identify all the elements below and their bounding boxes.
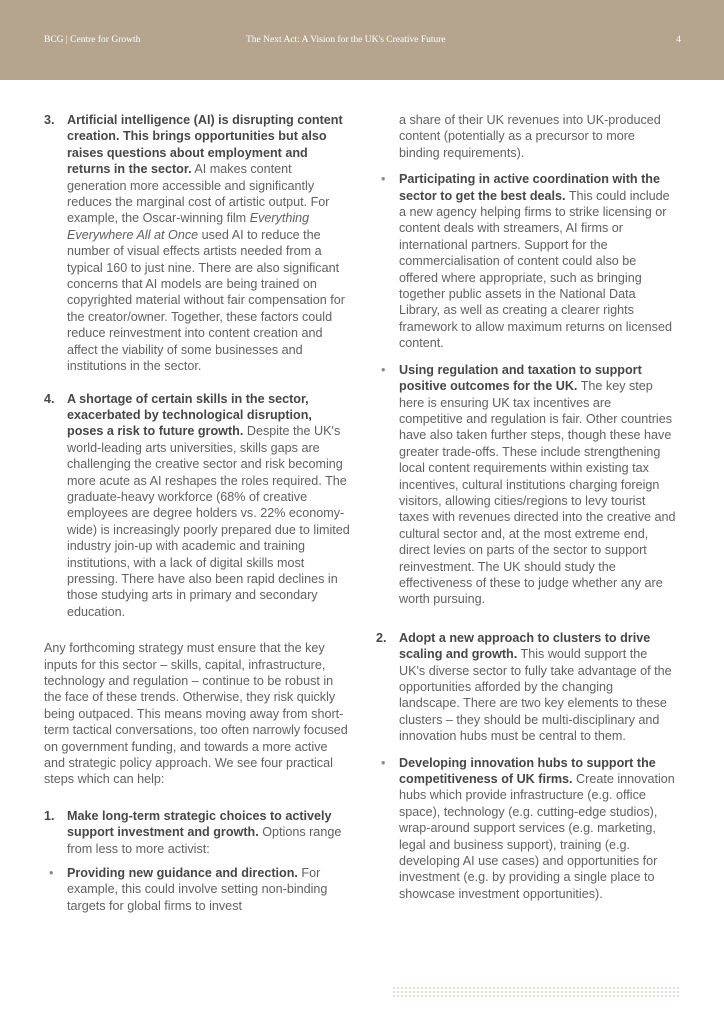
list-number: 4. <box>44 391 55 406</box>
step-text: Options range from less to more activist: <box>67 825 342 856</box>
point-3-ai <box>44 112 350 375</box>
bullet-dot: • <box>49 866 54 881</box>
bullet-guidance <box>44 865 350 914</box>
bullet-coordination <box>376 171 676 351</box>
bullet-heading: Participating in active coordination with the sector to get the best deals. <box>399 172 661 203</box>
header-title: The Next Act: A Vision for the UK's Creative Future <box>246 35 446 45</box>
strategy-paragraph: Any forthcoming strategy must ensure that the key inputs for this sector – skills, capital, infrastructure, technology and regulation – continue to be robust in the face of these trends. Otherwise, they risk quickly being outpaced. This means moving away from short-term tactical conversations, too often narrowly focused on government funding, and towards a more active and strategic policy approach. We see four practical steps which can help: <box>44 641 348 787</box>
bullet-text: This could include a new agency helping firms to strike licensing or content deals with streamers, AI firms or international partners. Support for the commercialisation of content could also be offered where appropriate, such as bringing together public assets in the National Data Library, as well as creating a clearer rights framework to allow maximum returns on licensed content. <box>399 188 672 351</box>
point-heading: Artificial intelligence (AI) is disrupting content creation. This brings opportunities but also raises questions about employment and returns in the sector. <box>67 113 343 177</box>
step-text: This would support the UK's diverse sector to fully take advantage of the opportunities afforded by the changing landscape. There are two key elements to these clusters – they should be multi-disciplinary and innovation hubs must be central to them. <box>399 647 672 744</box>
page-header <box>0 0 724 80</box>
header-org: BCG | Centre for Growth <box>44 35 141 45</box>
step-2-clusters <box>376 630 676 745</box>
bullet-heading: Developing innovation hubs to support the competitiveness of UK firms. <box>399 755 656 787</box>
bullet-heading: Providing new guidance and direction. <box>67 866 298 881</box>
list-number: 3. <box>44 113 55 127</box>
bullet-dot: • <box>381 755 386 770</box>
bullet-continuation: a share of their UK revenues into UK-produced content (potentially as a precursor to more binding requirements). <box>399 113 661 160</box>
list-number: 1. <box>44 808 55 823</box>
bullet-regulation <box>376 362 676 608</box>
bullet-dot: • <box>381 172 386 187</box>
bullet-text: For example, this could involve setting non-binding targets for global firms to invest <box>67 866 328 913</box>
bullet-text: The key step here is ensuring UK tax incentives are competitive and regulation is fair. Other countries have also taken further steps, though these have greater trade-offs. These include strengthening local content requirements within existing tax incentives, cultural institutions charging foreign visitors, allowing cities/regions to levy tourist taxes with revenues directed into the creative and cultural sector and, at the most extreme end, direct levies on parts of the sector to support reinvestment. The UK should study the effectiveness of these to judge whether any are worth pursuing. <box>399 379 676 607</box>
point-4-skills <box>44 391 350 621</box>
page-number: 4 <box>676 35 681 45</box>
film-title: Everything Everywhere All at Once <box>67 211 310 242</box>
point-text: AI makes content generation more accessible and significantly reduces the marginal cost of artistic output. For example, the Oscar-winning film <box>67 162 330 226</box>
left-column <box>44 112 350 930</box>
bullet-heading: Using regulation and taxation to support positive outcomes for the UK. <box>399 362 642 394</box>
step-heading: Adopt a new approach to clusters to drive scaling and growth. <box>399 630 651 662</box>
step-heading: Make long-term strategic choices to actively support investment and growth. <box>67 808 332 840</box>
point-text: used AI to reduce the number of visual effects artists needed from a typical 160 to just nine. There are also significant concerns that AI models are being trained on copyrighted material without fair compensation for the creator/owner. Together, these factors could reduce reinvestment into content creation and affect the viability of some businesses and institutions in the sector. <box>67 227 345 374</box>
point-text: Despite the UK's world-leading arts universities, skills gaps are challenging the creative sector and risk becoming more acute as AI reshapes the roles required. The graduate-heavy workforce (68% of creative employees are degree holders vs. 22% economy-wide) is increasingly poorly prepared due to limited industry join-up with academic and training institutions, with a lack of digital skills most pressing. There have also been rapid declines in those studying arts in primary and secondary education. <box>67 424 350 619</box>
point-heading: A shortage of certain skills in the sector, exacerbated by technological disruption, poses a risk to future growth. <box>67 391 312 439</box>
bullet-dot: • <box>381 362 386 377</box>
bullet-innovation-hubs <box>376 755 676 903</box>
right-column <box>376 112 676 918</box>
list-number: 2. <box>376 630 387 645</box>
bullet-text: Create innovation hubs which provide infrastructure (e.g. office space), technology (e.g. cutting-edge studios), wrap-around support services (e.g. marketing, legal and business support), training (e.g. developing AI use cases) and opportunities for investment (e.g. by providing a single place to showcase investment opportunities). <box>399 772 675 901</box>
step-1-strategic-choices <box>44 808 350 857</box>
decorative-dot-pattern <box>392 986 680 998</box>
